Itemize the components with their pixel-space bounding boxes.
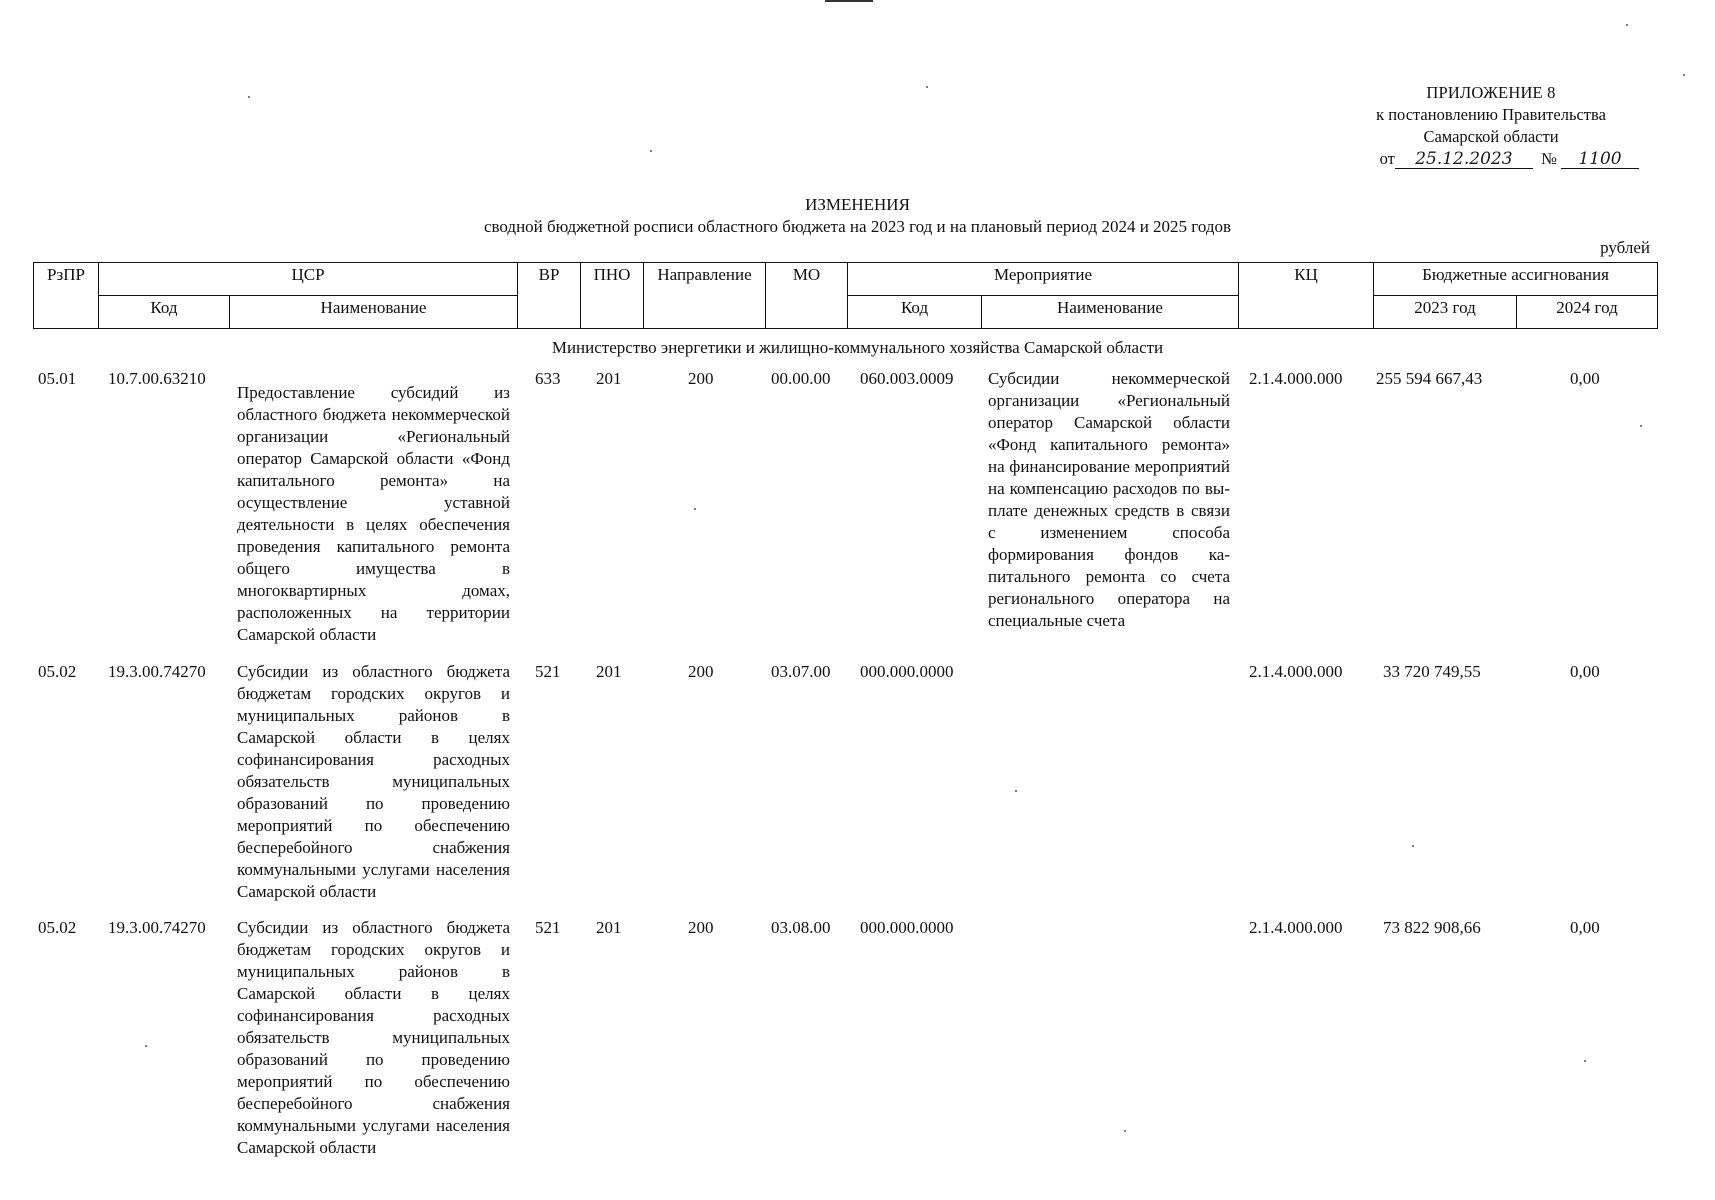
appendix-block (1341, 82, 1641, 170)
header-kc: КЦ (1239, 263, 1374, 329)
title-heading: ИЗМЕНЕНИЯ (805, 195, 910, 214)
cell-kc: 2.1.4.000.000 (1249, 369, 1343, 388)
header-vr: ВР (518, 263, 581, 329)
handwritten-date: 25.12.2023 (1395, 150, 1533, 169)
header-event: Мероприятие (848, 263, 1239, 296)
scan-speck (694, 508, 696, 510)
cell-mo: 03.08.00 (771, 918, 831, 937)
cell-event-code: 000.000.0000 (860, 918, 954, 937)
header-year-2023: 2023 год (1374, 296, 1517, 329)
scan-speck (145, 1045, 147, 1047)
appendix-line-2: Самарской области (1423, 127, 1559, 146)
cell-2024: 0,00 (1570, 662, 1600, 681)
title-subheading: сводной бюджетной росписи областного бюджета на 2023 год и на плановый период 2024 и 2025 годов (483, 217, 1232, 236)
cell-rzpr: 05.02 (38, 662, 77, 681)
cell-csr-name: Субсидии из областного бюджета бюджетам городских округов и муниципальных районов в Самарской области в целях софинансирования расходных обязательств муниципальных образований по проведению мероприятий по обеспечению бесперебойного снабжения коммунальными услугами населения Самарской области (237, 662, 510, 901)
number-prefix: № (1541, 149, 1557, 168)
scan-speck (926, 86, 928, 88)
header-rzpr: РзПР (34, 263, 99, 329)
cell-vr: 521 (535, 918, 561, 937)
header-year-2024: 2024 год (1517, 296, 1658, 329)
header-mo: МО (766, 263, 848, 329)
cell-event-name: Субсидии некоммерческой организации «Региональный оператор Самарской области «Фонд капитального ремонта» на финансирование мероприятий на компенсацию расходов по выплате денежных средств в связи с изменением способа формирования фондов капитального ремонта со счета регионального оператора на специальные счета (988, 369, 1230, 630)
scan-speck (1626, 24, 1628, 26)
scan-speck (1015, 790, 1017, 792)
cell-csr-name: Предоставление субсидий из областного бюджета некоммерческой организации «Региональный оператор Самарской области «Фонд капитального ремонта» на осуществление уставной деятельности в целях обеспечения проведения капитального ремонта общего имущества в многоквартирных домах, расположенных на территории Самарской области (237, 383, 510, 644)
header-csr: ЦСР (99, 263, 518, 296)
cell-pno: 201 (596, 662, 622, 681)
cell-2023: 255 594 667,43 (1376, 369, 1483, 388)
scan-speck (1412, 845, 1414, 847)
date-prefix: от (1379, 149, 1395, 168)
cell-direction: 200 (688, 918, 714, 937)
scan-speck (1124, 1130, 1126, 1132)
cell-kc: 2.1.4.000.000 (1249, 918, 1343, 937)
cell-2023: 33 720 749,55 (1383, 662, 1481, 681)
appendix-number: ПРИЛОЖЕНИЕ 8 (1426, 83, 1556, 102)
scan-speck (1640, 425, 1642, 427)
header-event-name: Наименование (982, 296, 1239, 329)
cell-2023: 73 822 908,66 (1383, 918, 1481, 937)
header-budget: Бюджетные ассигнования (1374, 263, 1658, 296)
scan-speck (1584, 1060, 1586, 1062)
cell-pno: 201 (596, 369, 622, 388)
cell-rzpr: 05.02 (38, 918, 77, 937)
scan-speck (248, 96, 250, 98)
ministry-heading: Министерство энергетики и жилищно-коммунального хозяйства Самарской области (551, 338, 1164, 357)
cell-2024: 0,00 (1570, 918, 1600, 937)
cell-vr: 521 (535, 662, 561, 681)
cell-kc: 2.1.4.000.000 (1249, 662, 1343, 681)
cell-csr-name: Субсидии из областного бюджета бюджетам городских округов и муниципальных районов в Самарской области в целях софинансирования расходных обязательств муниципальных образований по проведению мероприятий по обеспечению бесперебойного снабжения коммунальными услугами населения Самарской области (237, 918, 510, 1157)
units-label: рублей (1600, 238, 1650, 257)
cell-csr-code: 10.7.00.63210 (108, 369, 206, 388)
appendix-line-1: к постановлению Правительства (1376, 105, 1606, 124)
cell-mo: 03.07.00 (771, 662, 831, 681)
cell-csr-code: 19.3.00.74270 (108, 918, 206, 937)
header-csr-name: Наименование (230, 296, 518, 329)
scan-speck (650, 150, 652, 152)
cell-event-code: 000.000.0000 (860, 662, 954, 681)
cell-rzpr: 05.01 (38, 369, 77, 388)
cell-2024: 0,00 (1570, 369, 1600, 388)
header-pno: ПНО (581, 263, 644, 329)
document-title (0, 194, 1715, 238)
table-header (33, 262, 1658, 329)
scan-speck (1683, 74, 1685, 76)
cell-pno: 201 (596, 918, 622, 937)
header-csr-code: Код (99, 296, 230, 329)
header-direction: Направление (644, 263, 766, 329)
scan-mark (825, 0, 873, 2)
cell-event-code: 060.003.0009 (860, 369, 954, 388)
cell-vr: 633 (535, 369, 561, 388)
cell-direction: 200 (688, 662, 714, 681)
appendix-date-line (1341, 148, 1641, 170)
cell-direction: 200 (688, 369, 714, 388)
header-event-code: Код (848, 296, 982, 329)
handwritten-number: 1100 (1561, 150, 1639, 169)
cell-csr-code: 19.3.00.74270 (108, 662, 206, 681)
cell-mo: 00.00.00 (771, 369, 831, 388)
